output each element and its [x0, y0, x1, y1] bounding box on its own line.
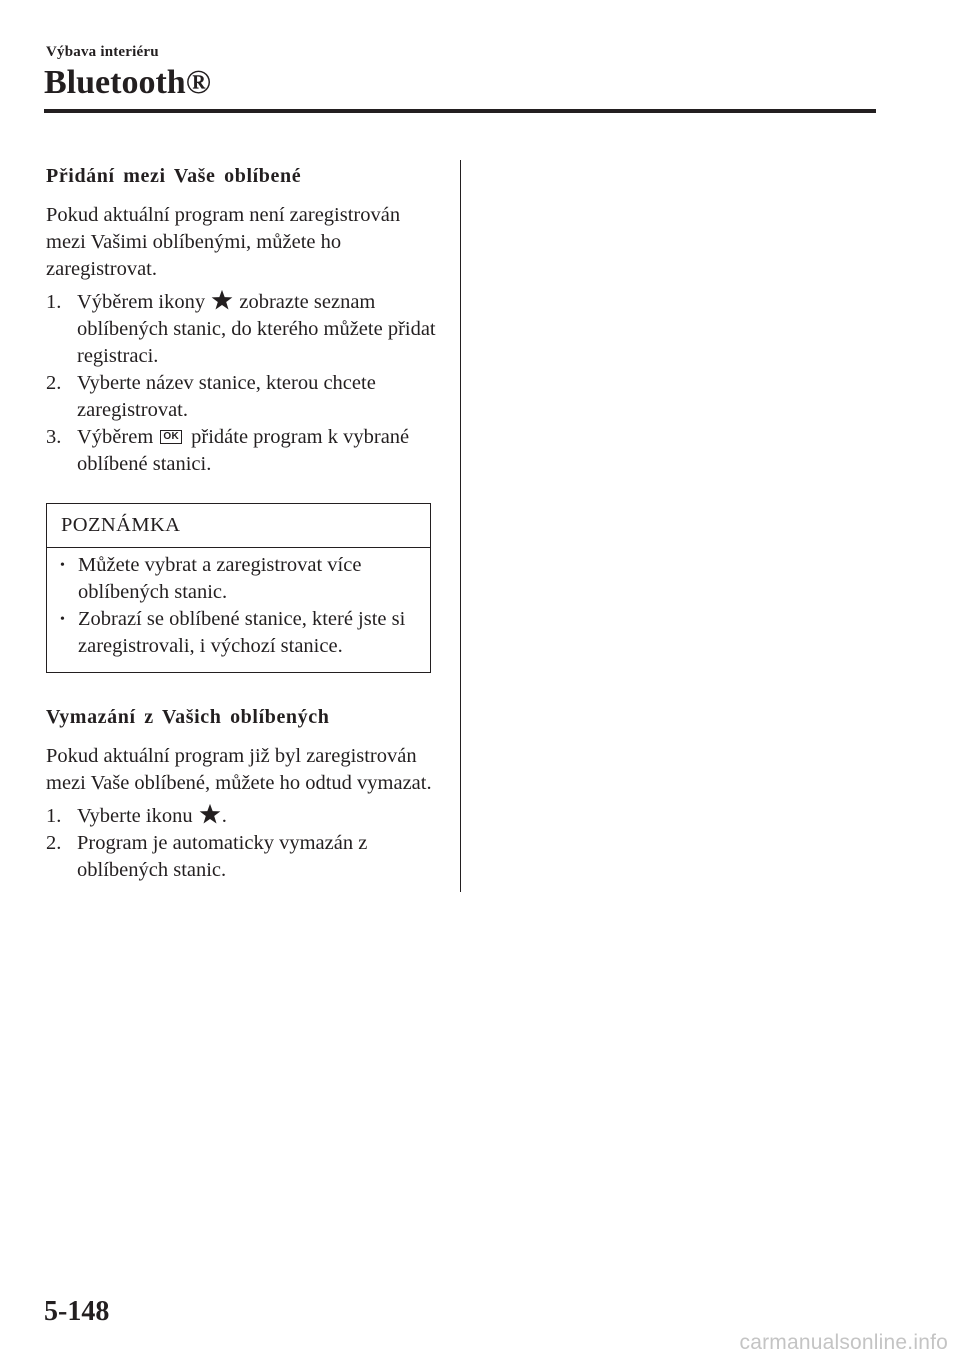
step-number: 1. — [46, 805, 62, 827]
step-number: 2. — [46, 832, 62, 854]
delete-favorites-intro: Pokud aktuální program již byl zaregistrován mezi Vaše oblíbené, můžete ho odtud vymazat. — [46, 745, 432, 794]
list-item — [46, 370, 436, 424]
note-box — [46, 503, 431, 673]
chapter-title: Bluetooth® — [44, 64, 212, 101]
list-item — [46, 830, 436, 884]
note-item-text: Zobrazí se oblíbené stanice, které jste si zaregistrovali, i výchozí stanice. — [78, 608, 406, 657]
note-title: POZNÁMKA — [47, 504, 430, 548]
step-number: 2. — [46, 372, 62, 394]
left-column — [46, 162, 436, 884]
delete-favorites-steps — [46, 803, 436, 884]
note-list — [47, 548, 430, 672]
list-item — [47, 606, 430, 660]
ok-icon: OK — [160, 430, 182, 444]
bullet-icon: • — [60, 558, 65, 573]
step-text-before-icon: Vyberte ikonu — [77, 805, 198, 827]
title-rule — [44, 109, 876, 113]
star-icon — [199, 803, 221, 825]
step-text-after-icon: přidáte program k vybrané oblíbené stanici. — [77, 426, 410, 475]
add-favorites-intro: Pokud aktuální program není zaregistrován mezi Vašimi oblíbenými, můžete ho zaregistrovat. — [46, 204, 401, 280]
step-text — [77, 803, 436, 830]
step-text: Vyberte název stanice, kterou chcete zaregistrovat. — [77, 372, 376, 421]
column-divider — [460, 160, 461, 892]
add-favorites-steps — [46, 289, 436, 478]
star-icon — [211, 289, 233, 311]
step-number: 1. — [46, 291, 62, 313]
delete-favorites-heading: Vymazání z Vašich oblíbených — [46, 706, 330, 728]
step-text-after-icon: zobrazte seznam oblíbených stanic, do kterého můžete přidat registraci. — [77, 291, 436, 367]
step-text-before-icon: Výběrem — [77, 426, 159, 448]
section-label: Výbava interiéru — [46, 44, 159, 60]
list-item — [47, 552, 430, 606]
note-item-text: Můžete vybrat a zaregistrovat více oblíbených stanic. — [78, 554, 362, 603]
page-number: 5-148 — [44, 1296, 110, 1327]
step-text-before-icon: Výběrem ikony — [77, 291, 211, 313]
watermark: carmanualsonline.info — [739, 1331, 948, 1354]
step-text — [77, 424, 436, 478]
add-favorites-heading: Přidání mezi Vaše oblíbené — [46, 165, 302, 187]
step-text — [77, 289, 436, 370]
list-item — [46, 289, 436, 370]
list-item — [46, 424, 436, 478]
step-number: 3. — [46, 426, 62, 448]
list-item — [46, 803, 436, 830]
step-text: Program je automaticky vymazán z oblíbených stanic. — [77, 832, 368, 881]
bullet-icon: • — [60, 612, 65, 627]
step-text-after-icon: . — [221, 805, 227, 827]
